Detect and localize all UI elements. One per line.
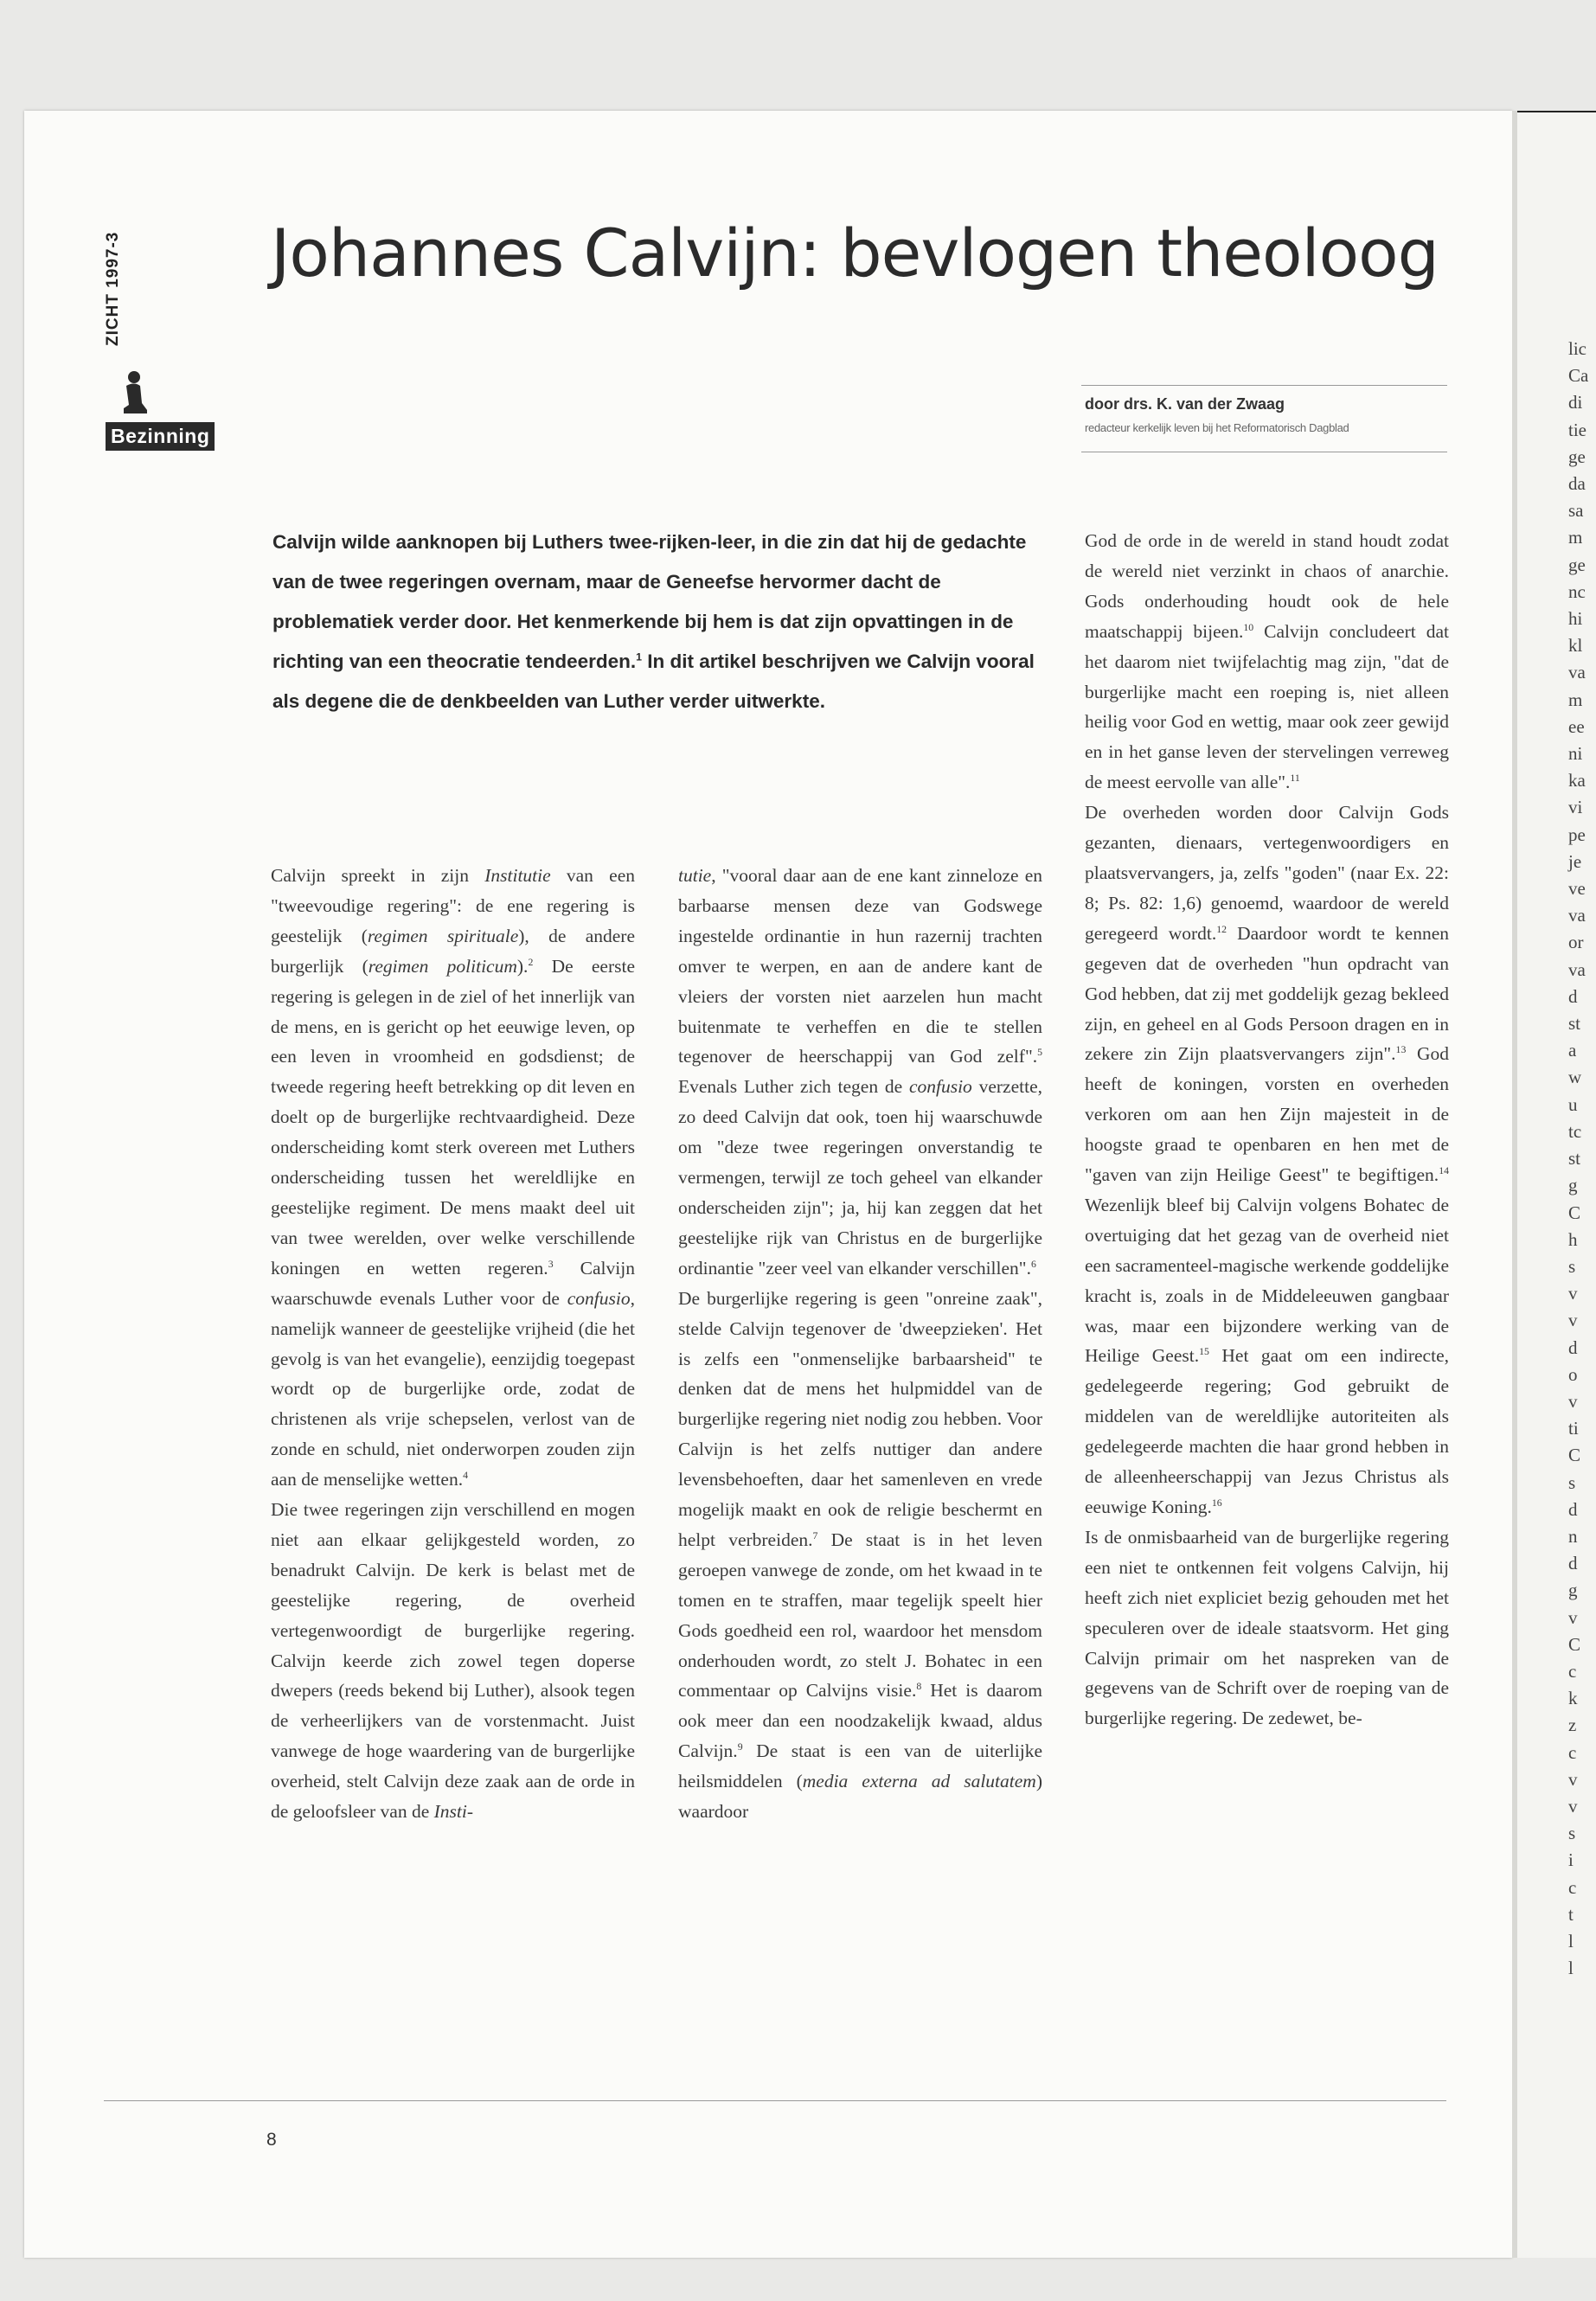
footnote-ref: 6: [1030, 1257, 1036, 1270]
text: verzette, zo deed Calvijn dat ook, toen hij waarschuwde om "deze twee regeringen onverstandig te vermengen, terwijl ze toch geheel van elkander onderscheiden zijn"; ja, hij kan zeggen dat het geestelijke rijk van Christus en de burgerlijke ordinantie "zeer veel van elkander verschillen".: [678, 1076, 1042, 1279]
text: Calvijn waarschuwde evenals Luther voor de: [271, 1257, 635, 1309]
footer-rule: [104, 2100, 1446, 2101]
footnote-ref: 11: [1290, 772, 1300, 785]
footnote-ref: 5: [1037, 1046, 1042, 1059]
page-top-bar: [1512, 111, 1596, 112]
text: Het is daarom ook meer dan een noodzakelijk kwaad, aldus Calvijn.: [678, 1680, 1043, 1762]
text: , "vooral daar aan de ene kant zinneloze en barbaarse mensen deze van Godswege ingestelde ordinantie in hun razernij trachten omver te werpen, en aan de andere kant de vleiers der vorsten niet aarzelen hun macht buitenmate te verheffen en die te stellen tegenover de heerschappij van God zelf".: [678, 865, 1042, 1067]
kneeling-person-icon: [119, 370, 148, 413]
footnote-ref: 13: [1395, 1043, 1407, 1056]
text: Calvijn concludeert dat het daarom niet twijfelachtig mag zijn, "dat de burgerlijke macht een roeping is, niet alleen heilig voor God en wettig, maar ook zeer gewijd en in het ganse leven der stervelingen verreweg de meest eervolle van alle".: [1085, 620, 1449, 793]
text: ).: [516, 955, 529, 977]
italic-text: confusio: [908, 1076, 972, 1098]
text: De burgerlijke regering is geen "onreine zaak", stelde Calvijn tegenover de 'dweepzieken'. Het is zelfs een "onmenselijke barbaarsheid" te denken dat de mens het hulpmiddel van de burgerlijke regering niet nodig zou hebben. Voor Calvijn is het zelfs nuttiger dan andere levensbehoeften, daar het samenleven en vrede mogelijk maakt en ook de religie beschermt en helpt verbreiden.: [678, 1287, 1042, 1550]
paragraph: [271, 861, 635, 1495]
text: , namelijk wanneer de geestelijke vrijheid (die het gevolg is van het evangelie), eenzijdig toegepast wordt op de burgerlijke orde, zodat de christenen als vrije schepselen, verlost van de zonde en schuld, niet onderworpen zouden zijn aan de menselijke wetten.: [271, 1287, 635, 1490]
text: Is de onmisbaarheid van de burgerlijke regering een niet te ontkennen feit volgens Calvijn, hij heeft zich niet expliciet bezig gehouden met het speculeren over de ideale staatsvorm. Het ging Calvijn primair om het naspreken van de gegevens van de Schrift over de roeping van de burgerlijke regering. De zedewet, be-: [1085, 1526, 1449, 1729]
text: De staat is een van de uiterlijke heilsmiddelen (: [678, 1740, 1042, 1792]
footnote-ref: 7: [812, 1529, 818, 1541]
lead-text: Calvijn wilde aanknopen bij Luthers twee-rijken-leer, in die zin dat hij de gedachte van de twee regeringen overnam, maar de Geneefse hervormer dacht de problematiek verder door. Het kenmerkende bij hem is dat zijn opvattingen in de richting van een theocratie tendeerden.: [272, 531, 1027, 672]
paragraph: [271, 1495, 635, 1827]
text: Die twee regeringen zijn verschillend en mogen niet aan elkaar gelijkgesteld worden, zo benadrukt Calvijn. De kerk is belast met de geestelijke regering, de overheid vertegenwoordigt de burgerlijke regering. Calvijn keerde zich zowel tegen doperse dwepers (reeds bekend bij Luther), alsook tegen de verheerlijkers van de vorstenmacht. Juist vanwege de hoge waardering van de burgerlijke overheid, stelt Calvijn deze zaak aan de orde in de geloofsleer van de: [271, 1499, 635, 1823]
lead-text: In dit artikel beschrijven we Calvijn vooral als degene die de denkbeelden van Luther verder uitwerkte.: [272, 651, 1035, 712]
footnote-ref: 2: [528, 955, 534, 968]
footnote-ref: 1: [636, 651, 642, 663]
text: Het gaat om een indirecte, gedelegeerde regering; God gebruikt de middelen van de wereldlijke autoriteiten als gedelegeerde machten die haar grond hebben in de alleenheerschappij van Jezus Christus als eeuwige Koning.: [1085, 1345, 1449, 1517]
text-column-2: [678, 861, 1042, 1827]
footnote-ref: 16: [1211, 1496, 1222, 1509]
text: Calvijn spreekt in zijn: [271, 865, 485, 886]
italic-text: confusio: [567, 1287, 631, 1309]
text: De overheden worden door Calvijn Gods gezanten, dienaars, vertegenwoordigers en plaatsvervangers, ja, zelfs "goden" (naar Ex. 22: 8; Ps. 82: 1,6) genoemd, waardoor de wereld geregeerd wordt.: [1085, 802, 1449, 944]
italic-text: regimen spirituale: [367, 925, 519, 946]
adjacent-page-edge: [1512, 111, 1596, 2258]
lead-paragraph: [272, 522, 1051, 721]
text-column-3: [1085, 526, 1449, 1734]
text: ) waardoor: [678, 1771, 1042, 1823]
italic-text: regimen politicum: [368, 955, 517, 977]
footnote-ref: 3: [548, 1257, 554, 1270]
section-badge: Bezinning: [106, 422, 215, 451]
footnote-ref: 15: [1199, 1345, 1209, 1358]
italic-text: Insti-: [433, 1801, 474, 1823]
text: Evenals Luther zich tegen de: [678, 1076, 909, 1098]
byline-rule-top: [1081, 385, 1447, 386]
next-page-text-fragments: lic Ca di tie ge da sa m ge nc hi kl va m ee ni ka vi pe je ve va or va d st a w u tc st g C h s v v d o v ti C s d n d g v C c k z c v v s i c t l l: [1568, 338, 1589, 1979]
paragraph: [1085, 526, 1449, 798]
text: ), de andere burgerlijk (: [271, 925, 635, 977]
text: Daardoor wordt te kennen gegeven dat de overheden "hun opdracht van God hebben, dat zij met goddelijk gezag bekleed zijn, en geheel en al Gods Persoon dragen en in zekere zin Zijn plaatsvervangers zijn".: [1085, 922, 1449, 1065]
footnote-ref: 10: [1243, 620, 1254, 633]
text-column-1: [271, 861, 635, 1827]
byline-role: redacteur kerkelijk leven bij het Reformatorisch Dagblad: [1085, 421, 1349, 434]
text: De eerste regering is gelegen in de ziel of het innerlijk van de mens, en is gericht op het eeuwige leven, op een leven in vroomheid en godsdienst; de tweede regering heeft betrekking op dit leven en doelt op de burgerlijke rechtvaardigheid. Deze onderscheiding komt sterk overeen met Luthers onderscheiding tussen het wereldlijke en geestelijke regiment. De mens maakt deel uit van twee werelden, over welke verschillende koningen en wetten regeren.: [271, 955, 635, 1279]
text: God heeft de koningen, vorsten en overheden verkoren om aan hen Zijn majesteit in de hoogste graad te openbaren en hen met de "gaven van zijn Heilige Geest" te begiftigen.: [1085, 1043, 1449, 1186]
text: God de orde in de wereld in stand houdt zodat de wereld niet verzinkt in chaos of anarchie. Gods onderhouding houdt ook de hele maatschappij bijeen.: [1085, 530, 1449, 642]
issue-label: ZICHT 1997-3: [104, 231, 122, 346]
footnote-ref: 8: [916, 1680, 922, 1693]
page-gutter: [1512, 111, 1517, 2258]
text: Wezenlijk bleef bij Calvijn volgens Bohatec de overtuiging dat het gezag van de overheid niet een sacramenteel-magische werkende goddelijke kracht is, zoals in de Middeleeuwen gangbaar was, maar een bijzondere werking van de Heilige Geest.: [1085, 1194, 1449, 1367]
footnote-ref: 12: [1216, 922, 1227, 935]
paragraph: [678, 861, 1042, 1284]
article-title: Johannes Calvijn: bevlogen theoloog: [271, 215, 1439, 292]
text: De staat is in het leven geroepen vanwege de zonde, om het kwaad in te tomen en te straffen, maar tegelijk speelt hier Gods goedheid een rol, waardoor het mensdom onderhouden wordt, zo stelt J. Bohatec in een commentaar op Calvijns visie.: [678, 1529, 1042, 1702]
page-number: 8: [266, 2130, 277, 2150]
paragraph: [1085, 1522, 1449, 1734]
italic-text: media externa ad salutatem: [802, 1771, 1036, 1792]
text: van een "tweevoudige regering": de ene regering is geestelijk (: [271, 865, 635, 946]
footnote-ref: 14: [1439, 1163, 1449, 1176]
footnote-ref: 9: [737, 1740, 743, 1753]
byline: door drs. K. van der Zwaag: [1085, 395, 1285, 413]
italic-text: Institutie: [484, 865, 551, 886]
paragraph: [678, 1284, 1042, 1827]
italic-text: tutie: [678, 865, 712, 886]
paragraph: [1085, 798, 1449, 1522]
footnote-ref: 4: [463, 1468, 468, 1481]
